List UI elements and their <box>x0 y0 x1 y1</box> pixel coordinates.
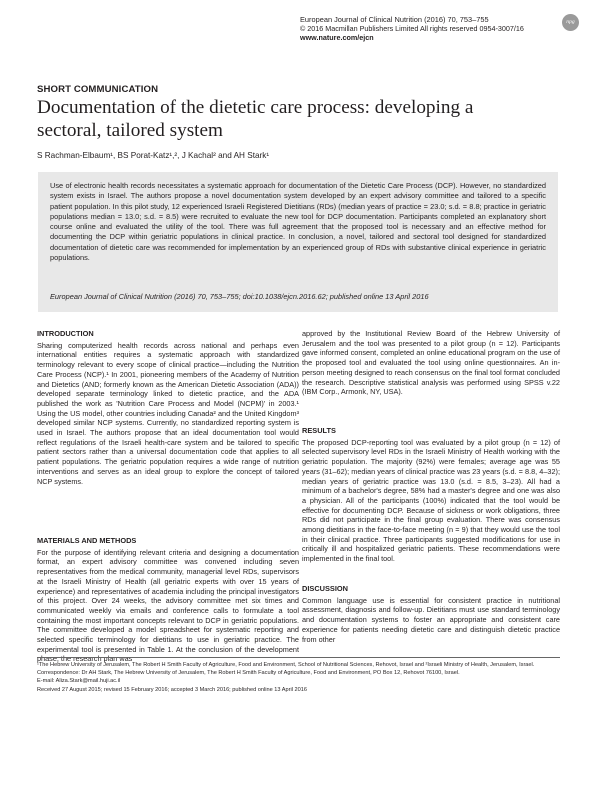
results-paragraph: The proposed DCP-reporting tool was evaluated by a pilot group (n = 12) of selected supervisory level RDs in the Israeli Ministry of Health working with the geriatric population. The majority (92%) were females; average age was 55 years (31–62); median years of clinical practice was 23 years (s.d. = 8.8, 4–32); median years of geriatric practice was 13.0 (s.d. = 8.5, 3–23). All had a minimum of a bachelor's degree, 58% had a master's degree and one was also a physician. All of the participants (100%) indicated that the tool would be effective for documenting DCP. Because of sickness or work obligations, three RDs did not participate in the final group evaluation. There was consensus among dietitians in the face-to-face meeting (n = 9) that they would use the tool in their clinical practice. Three participants suggested modifications for use in critically ill and hospitalized geriatric patients. These recommendations were implemented in the final tool. <box>302 437 560 564</box>
methods-continued-paragraph: approved by the Institutional Review Board of the Hebrew University of Jerusalem and the tool was presented to a pilot group (n = 12). Participants gave informed consent, completed an online educational program on the use of the proposed tool and evaluated the tool using online questionnaires. An in-person meeting designed to reach consensus on the final tool format concluded the research. Descriptive statistical analysis was performed using SPSS v.22 (IBM Corp., Armonk, NY, USA). <box>302 329 560 397</box>
journal-line: European Journal of Clinical Nutrition (2016) 70, 753–755 <box>300 15 489 24</box>
introduction-paragraph: Sharing computerized health records across national and perhaps even international entities requires a systematic approach with standardized terminology relevant to every scope of clinical practice—including the Nutrition Care Process (NCP).¹ In 2001, pioneering members of the Academy of Nutrition and Dietetics (AND; formerly known as the American Dietetic Association (ADA)) developed separate terminology linked to dietetic practice, and the ADA published the work as 'Nutrition Care Process and Model (NCPM)' in 2003.¹ Using the US model, other countries including Canada² and the United Kingdom³ developed similar NCP systems. Currently, no standardized reporting system is used in Israel. The authors propose that an ideal documentation tool would reflect regulations of the Israeli health-care system and be tailored to specific patient sectors rather than a universal documentation code that applies to all patient populations. The geriatric population requires a wide range of nutrition interventions and serves as an ideal group to explore the concept of tailored NCP systems. <box>37 340 299 486</box>
discussion-heading: DISCUSSION <box>302 584 348 593</box>
title-line-2: sectoral, tailored system <box>37 119 223 141</box>
discussion-paragraph: Common language use is essential for consistent practice in nutritional assessment, diagnosis and follow-up. Dietitians must use standard terminology and documentation systems to foster an appropriate and consistent care experience for patients needing dietetic care and distinguish dietetic practice from other <box>302 595 560 644</box>
left-column-methods <box>37 536 299 664</box>
copyright-line: © 2016 Macmillan Publishers Limited All rights reserved 0954-3007/16 <box>300 24 524 34</box>
publisher-logo: npg <box>562 14 579 31</box>
methods-heading: MATERIALS AND METHODS <box>37 536 137 545</box>
methods-paragraph: For the purpose of identifying relevant criteria and designing a documentation format, an expert advisory committee was convened including seven representatives from the medical community, managerial level RDs, supervisors at the Israeli Ministry of Health (all geriatric experts with over 15 years of experience) and representatives of academia including the principal investigators of this project. Over 24 weeks, the advisory committee met six times and communicated weekly via emails and conference calls to formulate a tool containing the most important concepts relevant to DCP in geriatric populations. The committee developed a model spreadsheet for systematic reporting and selected specific terminology for dietitians to use in geriatric practice. The experimental tool is presented in Table 1. At the conclusion of the development phase, the research plan was <box>37 547 299 664</box>
left-column <box>37 329 299 486</box>
title-line-1: Documentation of the dietetic care process: developing a <box>37 97 474 118</box>
author-list: S Rachman-Elbaum¹, BS Porat-Katz¹,², J Kachal² and AH Stark¹ <box>37 151 270 160</box>
section-label: SHORT COMMUNICATION <box>37 84 159 95</box>
right-column <box>302 329 560 397</box>
journal-header <box>300 15 524 43</box>
citation-line <box>50 292 546 301</box>
results-heading: RESULTS <box>302 426 336 435</box>
discussion-section <box>302 584 560 644</box>
received-dates: Received 27 August 2015; revised 15 February 2016; accepted 3 March 2016; published online 13 April 2016 <box>37 686 307 693</box>
journal-url[interactable]: www.nature.com/ejcn <box>300 33 374 43</box>
results-section <box>302 426 560 564</box>
introduction-heading: INTRODUCTION <box>37 329 94 338</box>
footnote <box>37 661 560 694</box>
affiliations: ¹The Hebrew University of Jerusalem, The Robert H Smith Faculty of Agriculture, Food and Environment, School of Nutritional Sciences, Rehovot, Israel and ²Israeli Ministry of Health, Jerusalem, Israel. Correspondence: Dr AH Stark, The Hebrew University of Jerusalem, The Robert H Smith Faculty of Agriculture, Food and Environment, PO Box 12, Rehovot 76100, Israel. <box>37 662 535 677</box>
correspondence-email[interactable]: E-mail: Aliza.Stark@mail.huji.ac.il <box>37 678 121 685</box>
article-title <box>37 97 567 142</box>
footnote-divider <box>37 657 560 658</box>
citation-text: European Journal of Clinical Nutrition (2016) 70, 753–755; doi:10.1038/ejcn.2016.62; published online 13 April 2016 <box>50 292 429 301</box>
abstract-text: Use of electronic health records necessitates a systematic approach for documentation of the Dietetic Care Process (DCP). However, no standardized system exists in Israel. The authors propose a novel documentation system developed by an expert advisory committee and tailored to a specific patient population. In this pilot study, 12 experienced Israeli Registered Dietitians (RDs) (median years of practice = 23.0; s.d. = 8.8; practice in geriatric populations median = 13.0; s.d. = 8.5) were recruited to evaluate the new tool for DCP documentation. Participants completed an explanatory short course online and evaluated the utility of the tool. There was full agreement that the proposed tool is necessary and an effective method for documenting the DCP within geriatric populations in clinical practice. In conclusion, a novel, tailored and sectoral tool designed for standardized documentation of dietetic care was recommended for implementation by an experienced group of RDs with substantive clinical experience in geriatric populations. <box>50 181 546 262</box>
